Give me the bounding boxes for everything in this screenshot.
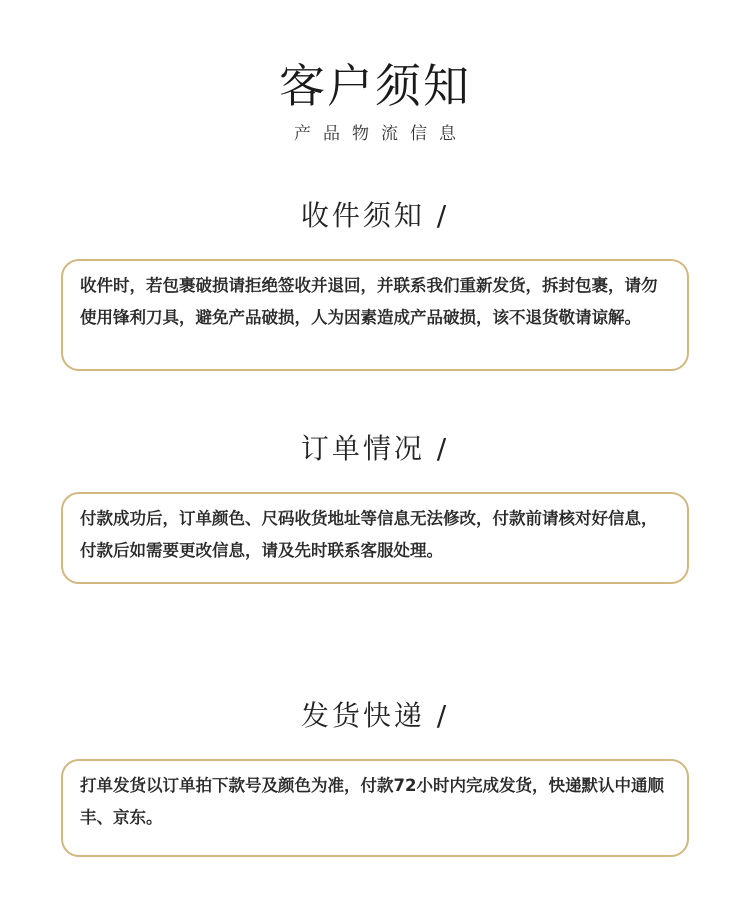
notice-box-order bbox=[61, 492, 689, 584]
notice-text-order: 付款成功后，订单颜色、尺码收货地址等信息无法修改，付款前请核对好信息，付款后如需要更改信息，请及先时联系客服处理。 bbox=[80, 509, 658, 560]
notice-box-receiving bbox=[61, 259, 689, 371]
section-title-shipping: 发货快递 / bbox=[300, 699, 450, 732]
page-subtitle: 产品物流信息 bbox=[294, 124, 468, 144]
section-title-receiving: 收件须知 / bbox=[300, 199, 450, 232]
page-title: 客户须知 bbox=[279, 59, 471, 113]
notice-text-shipping: 打单发货以订单拍下款号及颜色为准，付款72小时内完成发货，快递默认中通顺丰、京东。 bbox=[80, 776, 664, 827]
notice-text-receiving: 收件时，若包裹破损请拒绝签收并退回，并联系我们重新发货，拆封包裹，请勿使用锋利刀具，避免产品破损，人为因素造成产品破损，该不退货敬请谅解。 bbox=[80, 276, 658, 327]
section-title-order: 订单情况 / bbox=[300, 432, 450, 465]
notice-box-shipping bbox=[61, 759, 689, 857]
